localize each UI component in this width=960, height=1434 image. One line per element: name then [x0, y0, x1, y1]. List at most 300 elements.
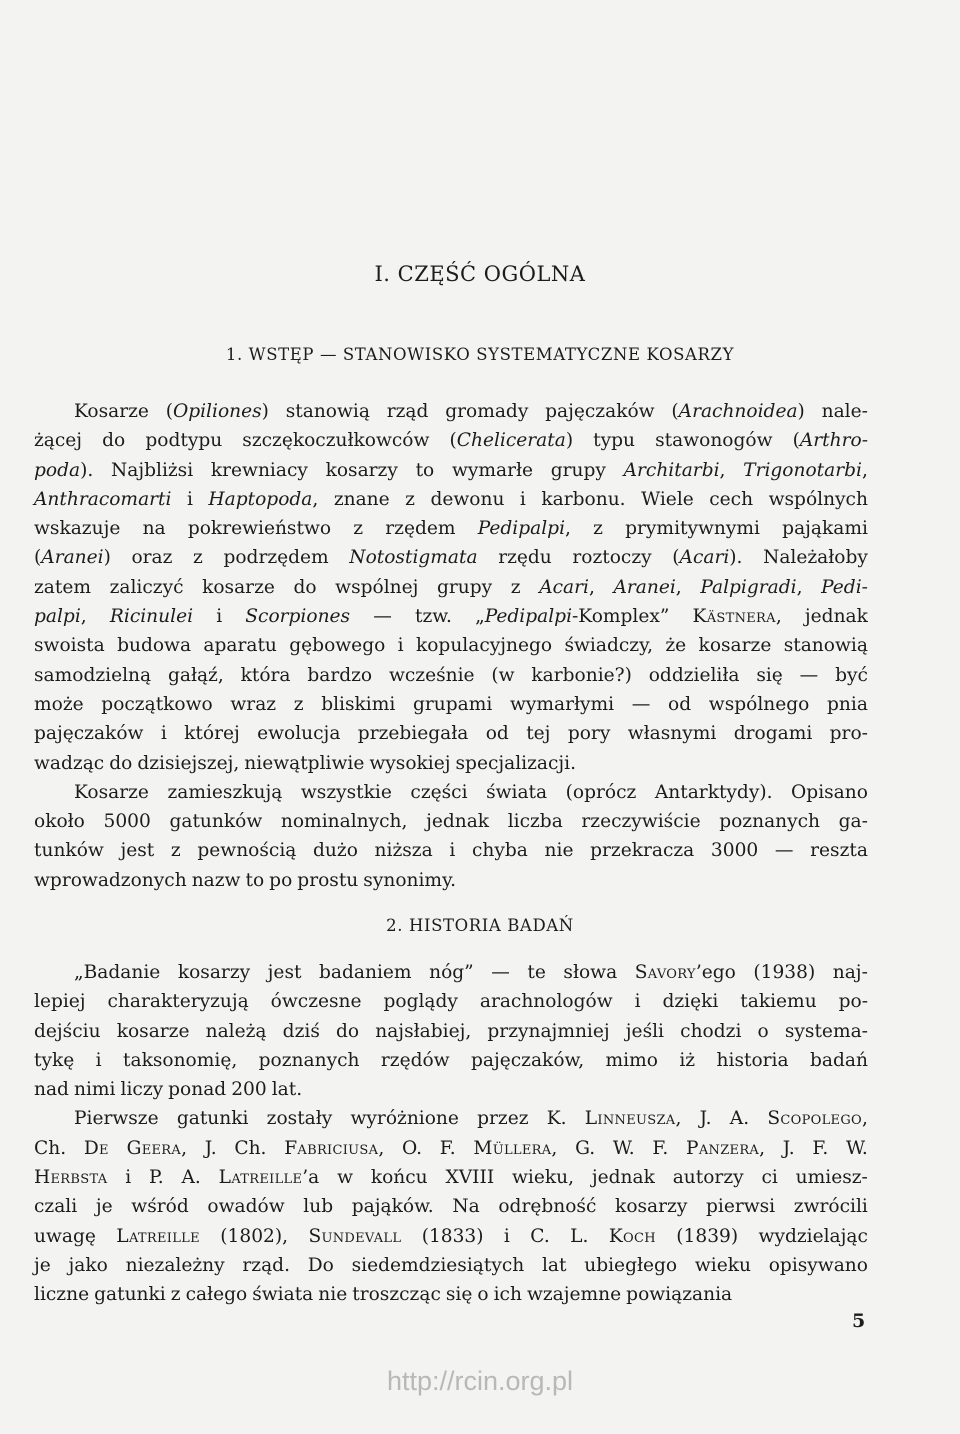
author-name: Geera [126, 1137, 182, 1159]
text-fragment: gatunki [176, 1108, 249, 1130]
text-fragment: szczękoczułkowców [242, 430, 430, 452]
taxon-name: Notostigmata [349, 547, 478, 569]
text-fragment: grupy [550, 459, 606, 481]
word [186, 1280, 248, 1309]
word [108, 987, 249, 1016]
word [351, 1104, 459, 1133]
author-name: Latreille [218, 1167, 303, 1189]
word [34, 1134, 66, 1163]
word [171, 1280, 181, 1309]
text-fragment: zaliczyć [109, 576, 184, 598]
text-fragment: lepiej [34, 991, 86, 1013]
word [211, 456, 308, 485]
word [267, 1104, 333, 1133]
text-line [34, 987, 868, 1016]
author-name: Latreille [116, 1225, 200, 1247]
text-fragment: z [510, 576, 521, 598]
text-fragment: C. [530, 1225, 550, 1247]
text-fragment: to [415, 459, 435, 481]
author-name: Scopolego [767, 1108, 862, 1130]
taxon-name: Pedipalpi [477, 518, 566, 540]
text-fragment: Ch. [34, 1137, 67, 1159]
word [74, 397, 149, 426]
word [437, 573, 492, 602]
text-fragment: i [125, 1167, 132, 1189]
word [34, 631, 105, 660]
text-fragment: karbonu. [541, 488, 626, 510]
text-fragment: przynajmniej [487, 1020, 610, 1042]
word [668, 690, 691, 719]
word [34, 1192, 77, 1221]
text-fragment: wcześnie [388, 664, 475, 686]
word [655, 778, 773, 807]
text-line [34, 1104, 868, 1133]
author-name: De [83, 1137, 109, 1159]
word [449, 836, 455, 865]
text-fragment: L. [570, 1225, 589, 1247]
word [545, 836, 574, 865]
text-fragment: , [675, 1108, 682, 1130]
text-fragment: grupy [437, 576, 493, 598]
word [389, 661, 475, 690]
word [294, 690, 304, 719]
word [800, 661, 819, 690]
text-line [34, 1046, 868, 1075]
text-fragment: samodzielną [34, 664, 152, 686]
text-fragment: przekracza [590, 840, 695, 862]
word [297, 866, 358, 895]
text-fragment: cech [709, 488, 754, 510]
text-fragment: podtypu [145, 430, 223, 452]
word [197, 836, 296, 865]
text-fragment: uwagę [34, 1225, 96, 1247]
text-line [34, 778, 868, 807]
word [531, 661, 632, 690]
word [34, 485, 171, 514]
word [241, 661, 291, 690]
word [593, 426, 635, 455]
word [655, 426, 772, 455]
word [753, 958, 815, 987]
text-line [34, 719, 868, 748]
text-fragment: takiemu [740, 991, 817, 1013]
word [794, 1192, 868, 1221]
text-fragment: się [756, 664, 783, 686]
word [284, 1134, 384, 1163]
word [784, 631, 868, 660]
word [363, 866, 456, 895]
text-fragment: z [170, 1284, 181, 1306]
text-fragment: całego [185, 1284, 248, 1306]
word [171, 836, 181, 865]
word [452, 1192, 479, 1221]
text-fragment: reszta [810, 840, 868, 862]
text-fragment: żącej [34, 430, 83, 452]
word [793, 426, 868, 455]
word [767, 1104, 868, 1133]
word [319, 958, 412, 987]
word [526, 719, 550, 748]
text-fragment: tzw. [415, 606, 452, 628]
word [96, 1192, 113, 1221]
text-fragment: — [491, 962, 510, 983]
text-fragment: gromady [445, 401, 529, 422]
text-fragment: owadów [207, 1196, 285, 1218]
word [545, 397, 654, 426]
text-fragment: wyróżnione [350, 1108, 459, 1130]
taxon-name: Opiliones [172, 401, 262, 422]
text-fragment: jednak [804, 606, 868, 628]
word [756, 661, 783, 690]
word [635, 987, 641, 1016]
text-fragment: świata [486, 781, 548, 803]
word [334, 485, 390, 514]
word [680, 1017, 741, 1046]
text-fragment: nominalnych, [280, 811, 408, 833]
text-fragment: to [245, 869, 265, 891]
text-fragment: nie [544, 840, 574, 862]
word [242, 426, 429, 455]
text-fragment: tej [526, 723, 551, 745]
text-fragment: dużo [313, 840, 358, 862]
text-fragment: typu [593, 430, 636, 452]
word [383, 987, 457, 1016]
word [321, 690, 395, 719]
text-fragment: się [445, 1284, 473, 1306]
word [123, 1046, 237, 1075]
word [352, 1192, 434, 1221]
text-fragment: z [193, 547, 203, 569]
word [308, 1251, 334, 1280]
text-fragment: z [593, 518, 603, 540]
text-fragment: kosarze [202, 576, 275, 598]
word [101, 690, 212, 719]
text-fragment: Na [452, 1196, 480, 1218]
text-fragment: wzajemne [526, 1284, 622, 1306]
taxon-name: Arachnoidea [678, 401, 798, 422]
text-fragment: badaniem [319, 962, 412, 983]
word [34, 807, 85, 836]
word [34, 514, 120, 543]
word [34, 1163, 107, 1192]
text-fragment: odrębność [498, 1196, 597, 1218]
word [613, 1134, 635, 1163]
text-fragment: wysokiej [369, 752, 451, 774]
text-fragment: poznanych [719, 811, 821, 833]
text-fragment: nazw [191, 869, 241, 891]
text-fragment: części [410, 781, 468, 803]
word [676, 1222, 738, 1251]
word [422, 1222, 484, 1251]
text-fragment: te [527, 962, 546, 983]
word [761, 1163, 777, 1192]
text-fragment: znane [333, 488, 390, 510]
text-fragment: poglądy [383, 991, 458, 1013]
text-line [34, 1134, 868, 1163]
text-fragment: A. [181, 1167, 201, 1189]
word [234, 1134, 266, 1163]
word [584, 1251, 677, 1280]
text-fragment: i [95, 1049, 102, 1071]
word [252, 1280, 313, 1309]
word [527, 1280, 621, 1309]
text-fragment: wydzielając [758, 1225, 868, 1247]
text-fragment: (oprócz [565, 781, 637, 803]
word [413, 690, 492, 719]
text-fragment: gałąź, [167, 664, 224, 686]
text-fragment: jest [120, 840, 155, 862]
word [700, 1104, 712, 1133]
word [335, 573, 418, 602]
text-line [34, 456, 868, 485]
word [504, 1222, 510, 1251]
taxon-name: Aranei [41, 547, 104, 569]
word [511, 573, 521, 602]
text-fragment: niższa [374, 840, 433, 862]
word [699, 631, 772, 660]
text-fragment: J. [204, 1137, 217, 1159]
word [539, 573, 595, 602]
text-fragment: , [861, 459, 868, 481]
text-fragment: z [170, 840, 181, 862]
word [337, 1163, 353, 1192]
text-fragment: jednak [426, 811, 490, 833]
word [763, 543, 868, 572]
word [102, 426, 125, 455]
text-fragment: i [449, 840, 456, 862]
text-fragment: dzisiejszej, [137, 752, 240, 774]
word [169, 807, 262, 836]
text-fragment: gatunków [169, 811, 263, 833]
text-fragment: oraz [131, 547, 173, 569]
text-fragment: , [565, 518, 571, 540]
word [700, 573, 802, 602]
author-name: Kästnera [692, 606, 776, 628]
text-fragment: F. [812, 1137, 829, 1159]
text-fragment: stanowią [285, 401, 370, 422]
text-fragment: wymarłe [451, 459, 533, 481]
word [541, 485, 625, 514]
word [440, 1134, 456, 1163]
word [96, 1046, 102, 1075]
text-fragment: P. [149, 1167, 164, 1189]
word [445, 397, 528, 426]
word [717, 1046, 789, 1075]
word [202, 573, 275, 602]
word [131, 543, 172, 572]
text-fragment: drogami [733, 723, 813, 745]
text-fragment: zatem [34, 576, 91, 598]
page-number: 5 [852, 1310, 866, 1332]
watermark-url: http://rcin.org.pl [386, 1366, 574, 1396]
word [430, 485, 504, 514]
text-fragment: wprowadzonych [34, 869, 187, 891]
word [665, 631, 686, 660]
text-fragment: taksonomię, [123, 1049, 238, 1071]
taxon-name: Scorpiones [245, 606, 351, 628]
word [570, 1222, 588, 1251]
word [592, 1163, 655, 1192]
word [835, 661, 868, 690]
word [769, 485, 868, 514]
word [104, 807, 151, 836]
text-fragment: systema- [784, 1020, 868, 1042]
text-fragment: wspólnych [768, 488, 868, 510]
text-fragment: bardzo [307, 664, 373, 686]
text-fragment: powiązania [626, 1284, 733, 1306]
word [110, 573, 184, 602]
word [456, 749, 577, 778]
word [810, 836, 868, 865]
text-line [34, 866, 868, 895]
word [568, 719, 611, 748]
text-fragment: A. [729, 1108, 750, 1130]
word [216, 602, 222, 631]
word [293, 573, 316, 602]
text-fragment: Opisano [791, 781, 868, 803]
word [695, 1251, 751, 1280]
word [769, 1251, 868, 1280]
text-fragment: , [861, 1108, 868, 1130]
text-fragment: krewniacy [210, 459, 308, 481]
word [473, 1134, 557, 1163]
text-fragment: budowa [117, 635, 192, 657]
text-fragment: świata [252, 1284, 314, 1306]
text-fragment: bliskimi [321, 693, 396, 715]
word [269, 866, 292, 895]
word [373, 602, 392, 631]
text-fragment: wskazuje [34, 518, 121, 540]
text-fragment: wieku [694, 1254, 751, 1276]
word [743, 456, 868, 485]
word [805, 602, 868, 631]
word [734, 719, 813, 748]
word [336, 1017, 359, 1046]
text-line [34, 514, 868, 543]
text-fragment: do [102, 430, 126, 452]
word [830, 719, 868, 748]
text-fragment: w [337, 1167, 353, 1189]
text-line [34, 807, 868, 836]
word [581, 807, 700, 836]
text-fragment: najsłabiej, [375, 1020, 472, 1042]
text-fragment: ) [797, 401, 805, 422]
word [353, 514, 363, 543]
text-fragment: rzędów [380, 1049, 450, 1071]
word [161, 719, 167, 748]
text-fragment: dewonu [430, 488, 505, 510]
word [785, 1017, 868, 1046]
word [480, 987, 613, 1016]
word [121, 1075, 164, 1104]
word [472, 836, 528, 865]
text-fragment: „Badanie [74, 962, 161, 983]
word [187, 485, 193, 514]
word [34, 573, 91, 602]
text-fragment: liczy [120, 1079, 164, 1101]
word [283, 1017, 320, 1046]
text-line [34, 1192, 868, 1221]
word [572, 543, 651, 572]
text-line [34, 631, 868, 660]
text-fragment: ) [261, 401, 269, 422]
word [369, 749, 450, 778]
text-fragment: — [373, 606, 392, 628]
text-fragment: i [160, 723, 167, 745]
taxon-name: Architarbi [623, 459, 720, 481]
word [810, 1046, 868, 1075]
text-fragment: , [312, 488, 319, 510]
taxon-name: Haptopoda [208, 488, 313, 510]
text-fragment: J. [782, 1137, 795, 1159]
word [672, 543, 742, 572]
text-fragment: stanowią [783, 635, 868, 657]
word [486, 719, 509, 748]
text-fragment: ) [103, 547, 111, 569]
word [494, 1280, 522, 1309]
word [498, 543, 552, 572]
word [205, 1134, 217, 1163]
text-line [34, 485, 868, 514]
word [188, 514, 331, 543]
word [34, 836, 104, 865]
text-line [34, 426, 868, 455]
word [34, 1280, 89, 1309]
text-fragment: Kosarze [74, 401, 149, 422]
text-fragment: dziś [282, 1020, 320, 1042]
word [109, 749, 132, 778]
word [34, 1017, 101, 1046]
word [268, 958, 302, 987]
author-name: Herbsta [34, 1167, 108, 1189]
text-fragment: , [181, 1137, 187, 1159]
text-fragment: XVIII [445, 1167, 495, 1189]
text-fragment: Do [307, 1254, 334, 1276]
word [219, 1163, 320, 1192]
taxon-name: palpi [34, 606, 81, 628]
word [563, 958, 617, 987]
taxon-name: Ricinulei [109, 606, 194, 628]
word [74, 1075, 116, 1104]
word [34, 719, 143, 748]
text-fragment: ga- [838, 811, 868, 833]
taxon-name: Chelicerata [456, 430, 566, 452]
word [719, 807, 820, 836]
word [182, 1163, 201, 1192]
word [313, 836, 358, 865]
word [487, 1017, 609, 1046]
word [796, 1163, 868, 1192]
text-fragment: autorzy [672, 1167, 744, 1189]
word [375, 836, 433, 865]
word [117, 1017, 190, 1046]
text-fragment: której [184, 723, 240, 745]
word [671, 397, 804, 426]
text-fragment: nale- [821, 401, 868, 422]
word [74, 1104, 159, 1133]
word [445, 1163, 494, 1192]
text-fragment: o [477, 1284, 489, 1306]
word [110, 602, 193, 631]
text-fragment: opisywano [768, 1254, 868, 1276]
author-name: Savory [634, 962, 696, 983]
word [387, 397, 429, 426]
text-fragment: je [95, 1196, 113, 1218]
text-fragment: , [378, 1137, 385, 1159]
text-fragment: — [799, 664, 819, 686]
text-fragment: nad [34, 1079, 69, 1101]
word [167, 778, 282, 807]
